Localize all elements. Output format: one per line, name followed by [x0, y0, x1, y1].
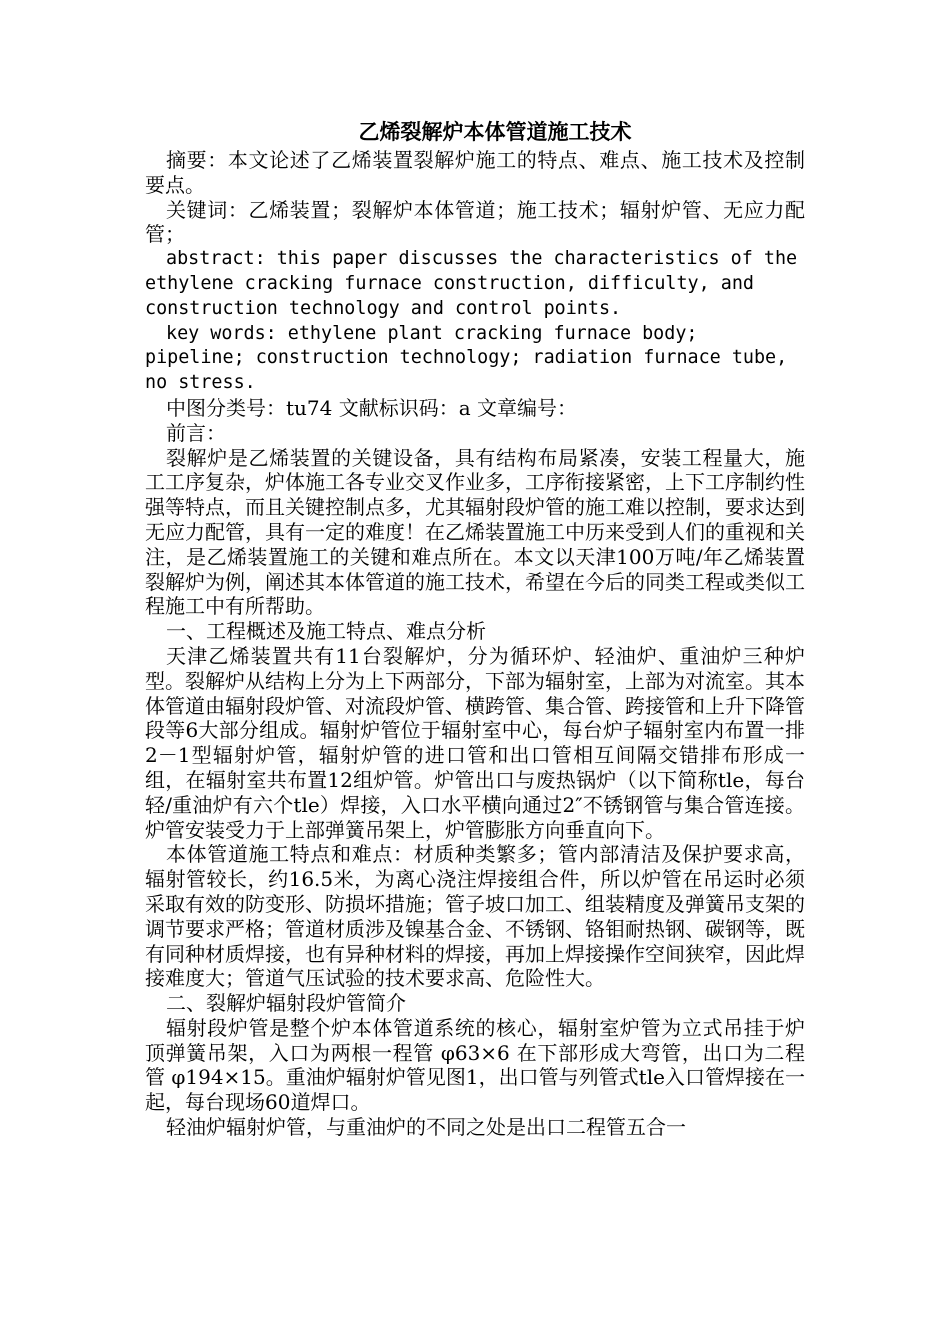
preface-heading: 前言：: [166, 420, 226, 445]
abstract-en: abstract: this paper discusses the characteristics of the ethylene cracking furnace construction, difficulty, and construction technology and control points.: [145, 248, 798, 319]
section1-heading: 一、工程概述及施工特点、难点分析: [166, 619, 486, 644]
document-title: 乙烯裂解炉本体管道施工技术: [358, 119, 632, 144]
keywords-en: key words: ethylene plant cracking furnace body; pipeline; construction technology; radiation furnace tube, no stress.: [145, 322, 788, 394]
preface-body: 裂解炉是乙烯装置的关键设备，具有结构布局紧凑，安装工程量大，施工工序复杂，炉体施工各专业交叉作业多，工序衔接紧密，上下工序制约性强等特点，而且关键控制点多，尤其辐射段炉管的施工难以控制，要求达到无应力配管，具有一定的难度！在乙烯装置施工中历来受到人们的重视和关注，是乙烯装置施工的关键和难点所在。本文以天津100万吨/年乙烯装置裂解炉为例，阐述其本体管道的施工技术，希望在今后的同类工程或类似工程施工中有所帮助。: [145, 445, 805, 619]
section1-paragraph-1: 天津乙烯装置共有11台裂解炉，分为循环炉、轻油炉、重油炉三种炉型。裂解炉从结构上分为上下两部分，下部为辐射室，上部为对流室。其本体管道由辐射段炉管、对流段炉管、横跨管、集合管、跨接管和上升下降管段等6大部分组成。辐射炉管位于辐射室中心，每台炉子辐射室内布置一排2－1型辐射炉管，辐射炉管的进口管和出口管相互间隔交错排布形成一组，在辐射室共布置12组炉管。炉管出口与废热锅炉（以下简称tle，每台轻/重油炉有六个tle）焊接，入口水平横向通过2″不锈钢管与集合管连接。炉管安装受力于上部弹簧吊架上，炉管膨胀方向垂直向下。: [145, 643, 805, 842]
section2-paragraph-1: 辐射段炉管是整个炉本体管道系统的核心，辐射室炉管为立式吊挂于炉顶弹簧吊架，入口为两根一程管 φ63×6 在下部形成大弯管，出口为二程管 φ194×15。重油炉辐射炉管见图1，出口管与列管式tle入口管焊接在一起，每台现场60道焊口。: [145, 1015, 805, 1115]
keywords-cn: 关键词：乙烯装置；裂解炉本体管道；施工技术；辐射炉管、无应力配管；: [145, 197, 805, 247]
abstract-cn: 摘要：本文论述了乙烯装置裂解炉施工的特点、难点、施工技术及控制要点。: [145, 148, 805, 197]
document-page: [145, 118, 805, 1140]
classification-line: 中图分类号：tu74 文献标识码：a 文章编号：: [166, 395, 578, 420]
section1-paragraph-2: 本体管道施工特点和难点：材质种类繁多；管内部清洁及保护要求高，辐射管较长，约16.5米，为离心浇注焊接组合件，所以炉管在吊运时必须采取有效的防变形、防损坏措施；管子坡口加工、组装精度及弹簧吊支架的调节要求严格；管道材质涉及镍基合金、不锈钢、铬钼耐热钢、碳钢等，既有同种材质焊接，也有异种材料的焊接，再加上焊接操作空间狭窄，因此焊接难度大；管道气压试验的技术要求高、危险性大。: [145, 842, 805, 991]
section2-paragraph-2: 轻油炉辐射炉管，与重油炉的不同之处是出口二程管五合一: [166, 1115, 686, 1140]
section2-heading: 二、裂解炉辐射段炉管简介: [166, 991, 406, 1016]
